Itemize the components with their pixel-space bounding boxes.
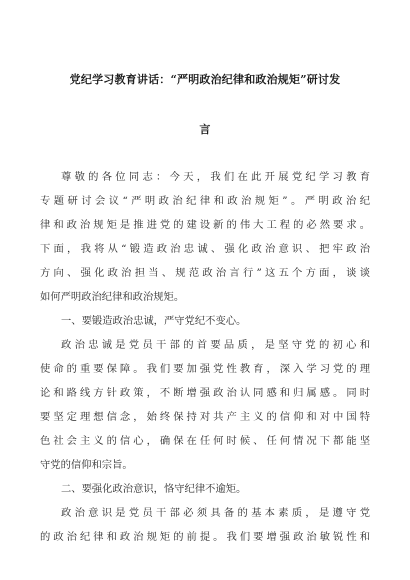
paragraph-2-line-1: 政治忠诚是党员干部的首要品质，是坚守党的初心和 xyxy=(61,339,370,351)
paragraph-2-line-4: 要坚定理想信念，始终保持对共产主义的信仰和对中国特 xyxy=(40,411,370,423)
paragraph-2-line-6: 守党的信仰和宗旨。 xyxy=(40,459,133,471)
paragraph-1-line-6: 如何严明政治纪律和政治规矩。 xyxy=(40,291,185,303)
paragraph-1-line-4: 下面，我将从“锻造政治忠诚、强化政治意识、把牢政治 xyxy=(40,243,370,255)
section-heading-2: 二、要强化政治意识，恪守纪律不逾矩。 xyxy=(61,483,247,495)
paragraph-2-line-5: 色社会主义的信心，确保在任何时候、任何情况下都能坚 xyxy=(40,435,370,447)
paragraph-2-line-3: 论和路线方针政策，不断增强政治认同感和归属感。同时 xyxy=(40,387,370,399)
document-title-line-1: 党纪学习教育讲话：“严明政治纪律和政治规矩”研讨发 xyxy=(69,73,341,86)
paragraph-1-line-3: 律和政治规矩是推进党的建设新的伟大工程的必然要求。 xyxy=(40,219,370,231)
paragraph-3-line-1: 政治意识是党员干部必须具备的基本素质，是遵守党 xyxy=(61,507,370,519)
paragraph-3-line-2: 的政治纪律和政治规矩的前提。我们要增强政治敏锐性和 xyxy=(40,531,370,543)
paragraph-1-line-2: 专题研讨会议“严明政治纪律和政治规矩”。严明政治纪 xyxy=(40,195,370,207)
section-heading-1: 一、要锻造政治忠诚，严守党纪不变心。 xyxy=(61,315,247,327)
paragraph-1-line-1: 尊敬的各位同志：今天，我们在此开展党纪学习教育 xyxy=(61,171,370,183)
paragraph-1-line-5: 方向、强化政治担当、规范政治言行”这五个方面，谈谈 xyxy=(40,267,370,279)
document-title-line-2: 言 xyxy=(199,123,211,136)
paragraph-2-line-2: 使命的重要保障。我们要加强党性教育，深入学习党的理 xyxy=(40,363,370,375)
